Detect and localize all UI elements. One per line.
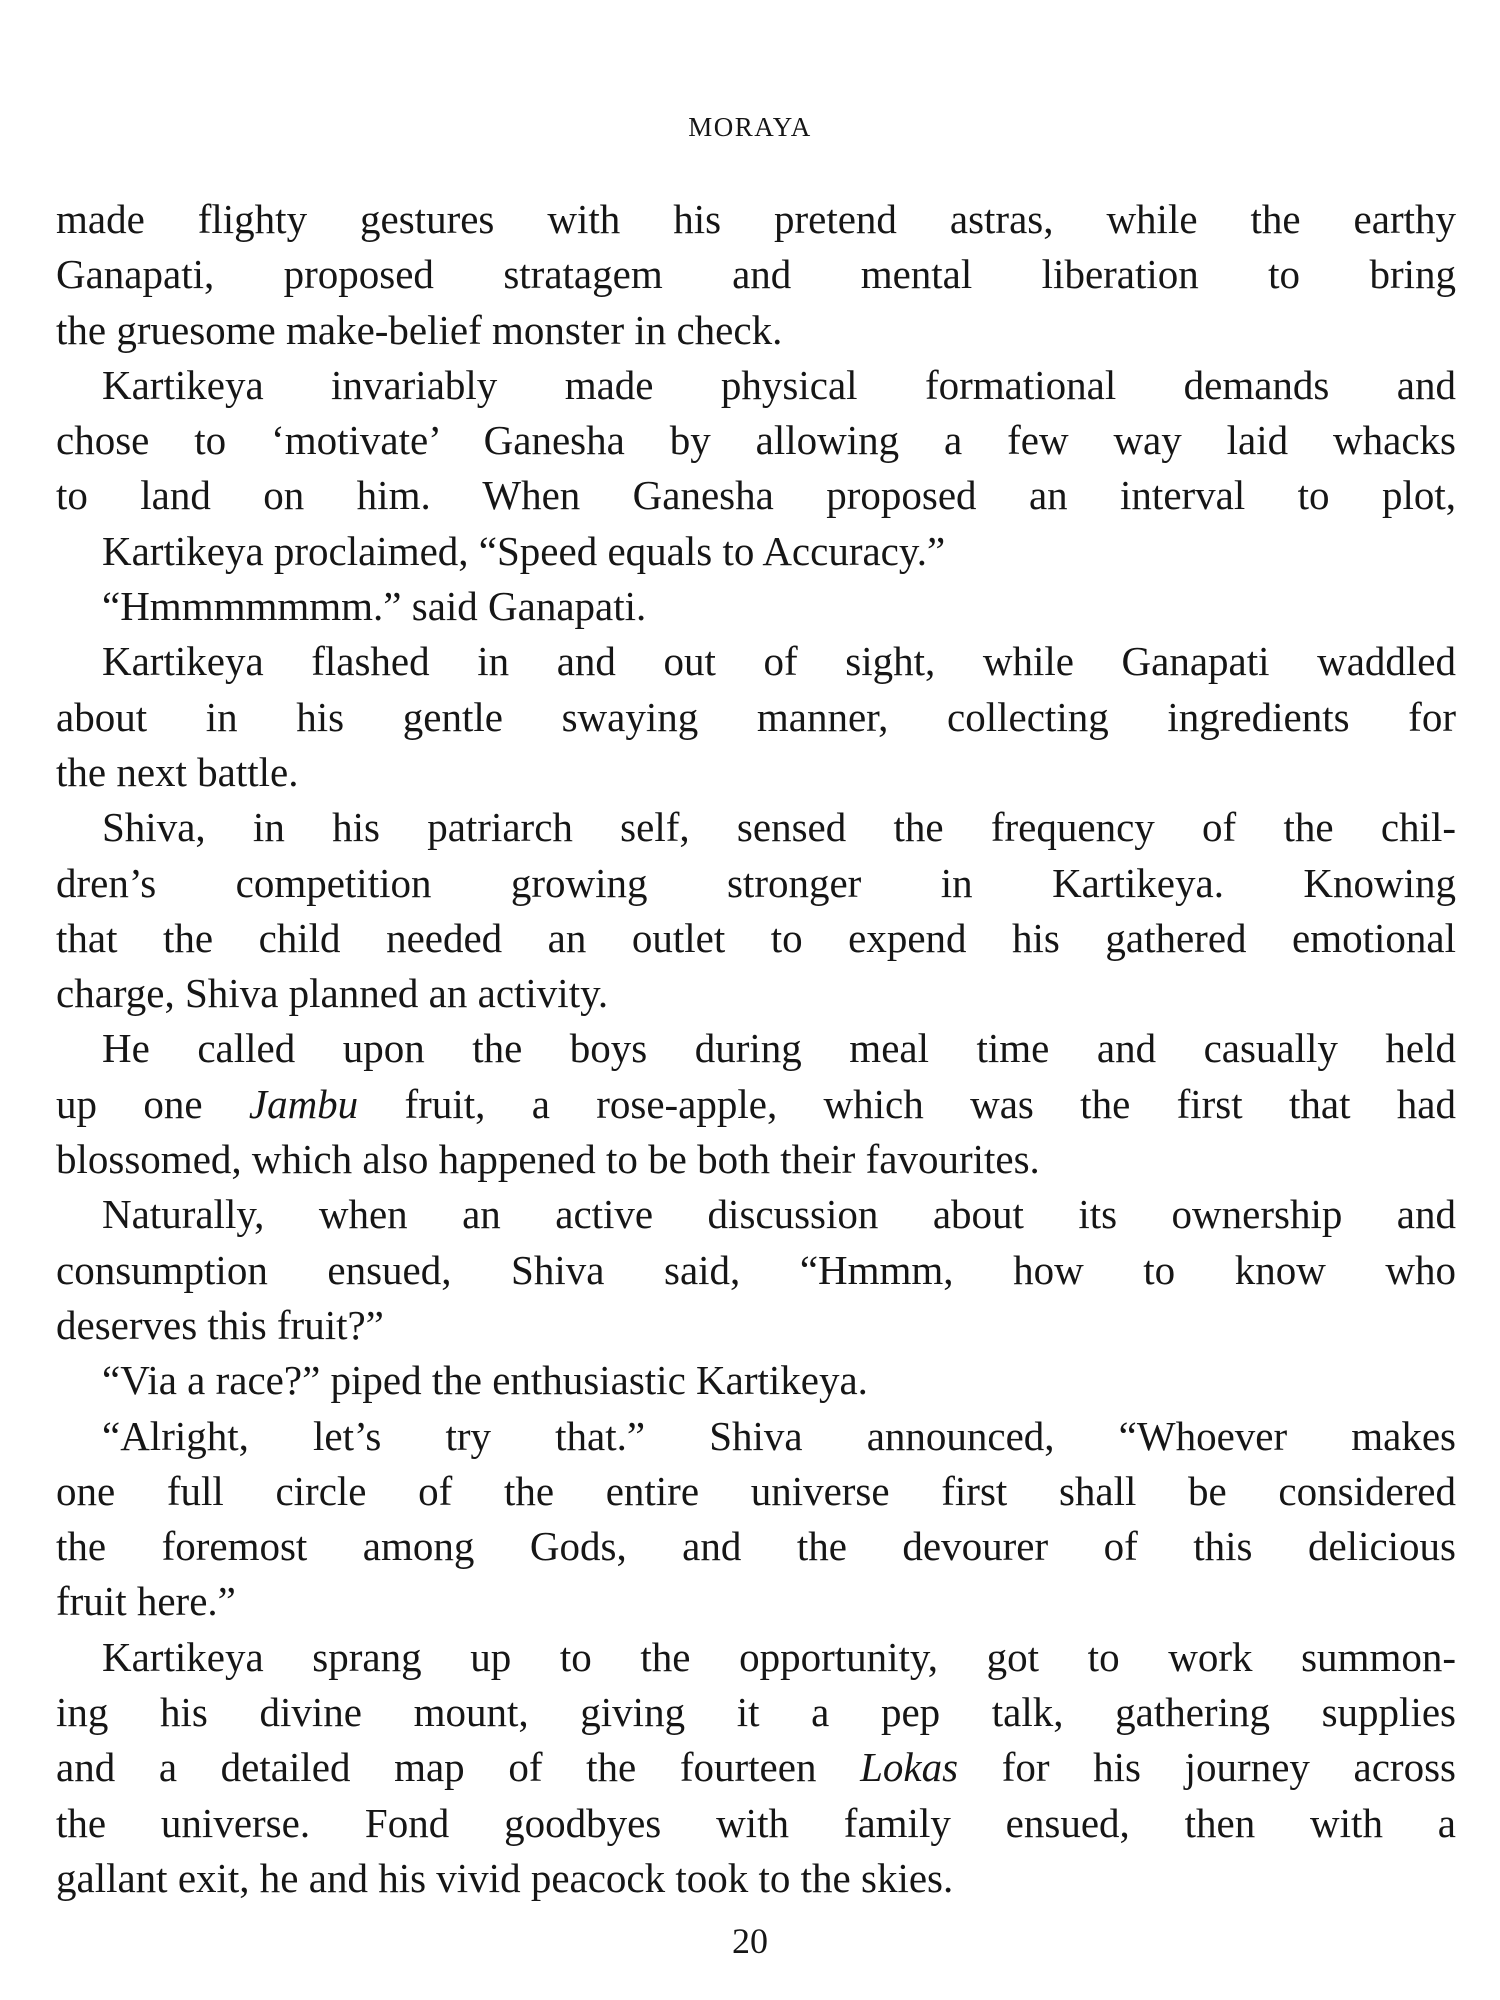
text-line: one full circle of the entire universe first shall be considered <box>56 1467 1456 1514</box>
text-line: about in his gentle swaying manner, collecting ingredients for <box>56 693 1456 740</box>
text-line: gallant exit, he and his vivid peacock took to the skies. <box>56 1854 954 1901</box>
italic-word-lokas: Lokas <box>860 1744 959 1791</box>
text-fragment: fruit, a rose-apple, which was the first that had <box>358 1080 1456 1127</box>
text-line: chose to ‘motivate’ Ganesha by allowing a few way laid whacks <box>56 417 1456 464</box>
text-line-lokas <box>56 1740 1456 1795</box>
text-line: fruit here.” <box>56 1578 236 1625</box>
text-fragment: and a detailed map of the fourteen <box>56 1744 861 1791</box>
text-line: that the child needed an outlet to expend his gathered emotional <box>56 914 1456 961</box>
text-line: dren’s competition growing stronger in Kartikeya. Knowing <box>56 859 1456 906</box>
italic-word-jambu: Jambu <box>248 1080 359 1127</box>
text-line: Ganapati, proposed stratagem and mental liberation to bring <box>56 251 1456 298</box>
body-text <box>56 192 1456 1906</box>
text-line: ing his divine mount, giving it a pep talk, gathering supplies <box>56 1689 1456 1736</box>
text-line-jambu <box>56 1077 1456 1132</box>
text-fragment: up one <box>56 1080 249 1127</box>
text-line: Kartikeya proclaimed, “Speed equals to Accuracy.” <box>102 527 946 574</box>
page-number: 20 <box>732 1921 768 1961</box>
text-line: blossomed, which also happened to be both their favourites. <box>56 1136 1040 1183</box>
text-line: “Via a race?” piped the enthusiastic Kartikeya. <box>102 1357 868 1404</box>
text-fragment: for his journey across <box>958 1744 1456 1791</box>
text-line: “Alright, let’s try that.” Shiva announced, “Whoever makes <box>102 1412 1456 1459</box>
text-line: the gruesome make-belief monster in check. <box>56 306 783 353</box>
text-line: consumption ensued, Shiva said, “Hmmm, how to know who <box>56 1246 1456 1293</box>
text-line: made flighty gestures with his pretend astras, while the earthy <box>56 196 1456 242</box>
text-line: charge, Shiva planned an activity. <box>56 970 609 1017</box>
text-line: deserves this fruit?” <box>56 1301 384 1348</box>
running-head: MORAYA <box>688 112 812 142</box>
text-line: Shiva, in his patriarch self, sensed the frequency of the chil- <box>102 804 1456 851</box>
text-line: Kartikeya flashed in and out of sight, while Ganapati waddled <box>102 638 1456 685</box>
text-line: to land on him. When Ganesha proposed an interval to plot, <box>56 472 1456 519</box>
text-line: the universe. Fond goodbyes with family ensued, then with a <box>56 1799 1456 1846</box>
text-line: Kartikeya invariably made physical formational demands and <box>102 361 1456 408</box>
text-line: “Hmmmmmmm.” said Ganapati. <box>102 583 647 630</box>
text-line: the next battle. <box>56 748 299 795</box>
text-line: the foremost among Gods, and the devourer of this delicious <box>56 1523 1456 1570</box>
text-line: Kartikeya sprang up to the opportunity, got to work summon- <box>102 1633 1456 1680</box>
text-line: He called upon the boys during meal time and casually held <box>102 1025 1456 1072</box>
text-line: Naturally, when an active discussion about its ownership and <box>102 1191 1456 1238</box>
